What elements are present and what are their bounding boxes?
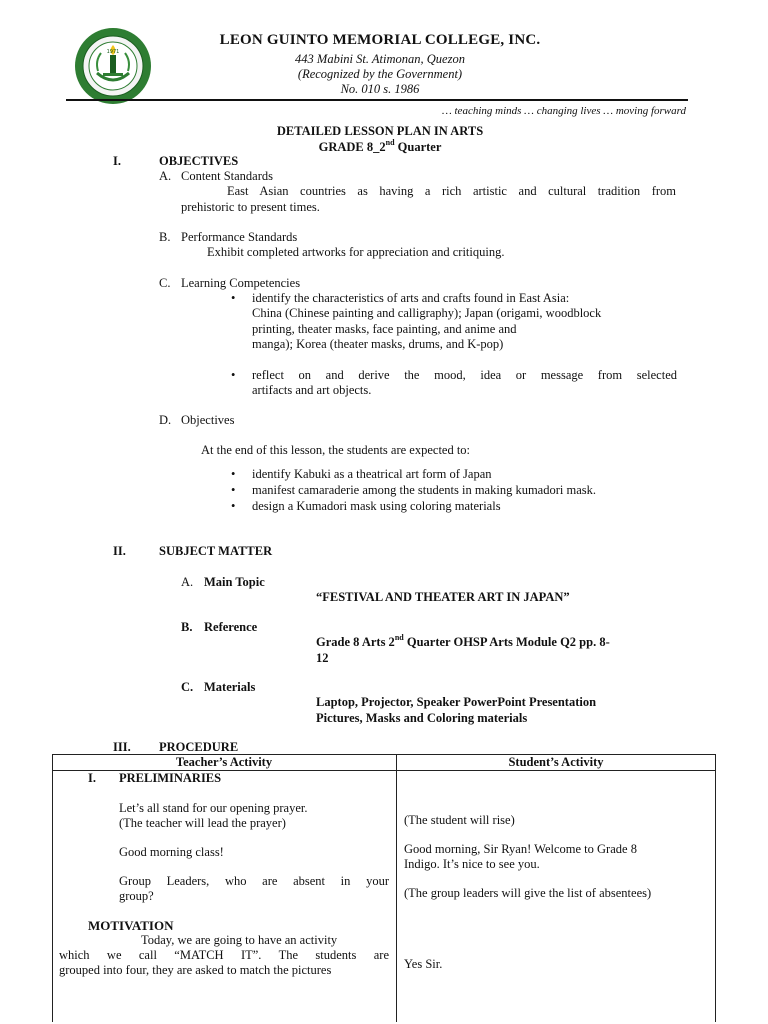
table-column-divider [396,755,397,1022]
performance-standards-text: Exhibit completed artworks for appreciation and critiquing. [207,245,505,259]
teacher-line: group? [119,889,154,903]
teacher-line: Today, we are going to have an activity [141,933,338,947]
document-title: DETAILED LESSON PLAN IN ARTS [276,124,484,138]
college-address: 443 Mabini St. Atimonan, Quezon [295,52,465,66]
content-standards-text-cont: prehistoric to present times. [181,200,320,214]
competency-1-line-3: printing, theater masks, face painting, and anime and [252,322,517,336]
item-letter: C. [159,276,171,290]
materials-value-line-2: Pictures, Masks and Coloring materials [316,711,528,725]
teacher-line: Group Leaders, who are absent in your [119,874,389,888]
competency-1-line-4: manga); Korea (theater masks, drums, and K-pop) [252,337,504,351]
header-divider [66,99,688,101]
item-letter: B. [159,230,171,244]
college-seal-logo [73,27,153,105]
college-recognition: (Recognized by the Government) [297,67,463,81]
teacher-line: grouped into four, they are asked to match the pictures [59,963,332,977]
objective-item: identify Kabuki as a theatrical art form of Japan [252,467,492,481]
section-heading-subject-matter: SUBJECT MATTER [159,544,273,558]
objective-item: manifest camaraderie among the students in making kumadori mask. [252,483,597,497]
bullet-icon: • [231,499,236,513]
main-topic-label: Main Topic [204,575,265,589]
competency-1-line-2: China (Chinese painting and calligraphy); Japan (origami, woodblock [252,306,602,320]
teacher-line: (The teacher will lead the prayer) [119,816,286,830]
document-subtitle: GRADE 8_2nd Quarter [318,137,442,154]
section-numeral: I. [113,154,121,168]
reference-value: Grade 8 Arts 2nd Quarter OHSP Arts Module Q2 pp. 8- [316,632,610,649]
section-heading-procedure: PROCEDURE [159,740,239,754]
item-letter: A. [181,575,194,589]
item-letter: D. [159,413,172,427]
section-numeral: III. [113,740,131,754]
main-topic-value: “FESTIVAL AND THEATER ART IN JAPAN” [316,590,570,604]
student-line: Good morning, Sir Ryan! Welcome to Grade 8 [404,842,637,856]
competency-2-line-1: reflect on and derive the mood, idea or message from selected [252,368,677,382]
content-standards-text: East Asian countries as having a rich artistic and cultural tradition from [227,184,676,198]
teacher-line: which we call “MATCH IT”. The students are [59,948,389,962]
college-name: LEON GUINTO MEMORIAL COLLEGE, INC. [219,32,541,48]
learning-competencies-label: Learning Competencies [181,276,301,290]
prelim-numeral: I. [88,771,96,785]
prelim-heading: PRELIMINARIES [119,771,222,785]
content-standards-label: Content Standards [181,169,274,183]
reference-label: Reference [204,620,258,634]
teacher-line: Good morning class! [119,845,224,859]
objectives-label: Objectives [181,413,235,427]
college-motto: … teaching minds … changing lives … moving forward [441,105,686,117]
objectives-intro: At the end of this lesson, the students are expected to: [201,443,471,457]
item-letter: B. [181,620,193,634]
student-line: (The group leaders will give the list of absentees) [404,886,652,900]
competency-1-line-1: identify the characteristics of arts and crafts found in East Asia: [252,291,570,305]
table-header-student: Student’s Activity [508,755,604,769]
reference-value-cont: 12 [316,651,329,665]
table-header-teacher: Teacher’s Activity [175,755,273,769]
motivation-heading: MOTIVATION [88,918,174,933]
bullet-icon: • [231,467,236,481]
student-line: Indigo. It’s nice to see you. [404,857,540,871]
college-number: No. 010 s. 1986 [340,82,420,96]
section-numeral: II. [113,544,126,558]
item-letter: C. [181,680,194,694]
materials-value-line-1: Laptop, Projector, Speaker PowerPoint Presentation [316,695,597,709]
performance-standards-label: Performance Standards [181,230,298,244]
item-letter: A. [159,169,172,183]
bullet-icon: • [231,368,236,382]
objective-item: design a Kumadori mask using coloring materials [252,499,501,513]
student-line: (The student will rise) [404,813,515,827]
seal-year: 1971 [106,49,120,55]
student-line: Yes Sir. [404,957,443,971]
bullet-icon: • [231,291,236,305]
materials-label: Materials [204,680,256,694]
section-heading-objectives: OBJECTIVES [159,154,239,168]
teacher-line: Let’s all stand for our opening prayer. [119,801,308,815]
bullet-icon: • [231,483,236,497]
competency-2-line-2: artifacts and art objects. [252,383,372,397]
